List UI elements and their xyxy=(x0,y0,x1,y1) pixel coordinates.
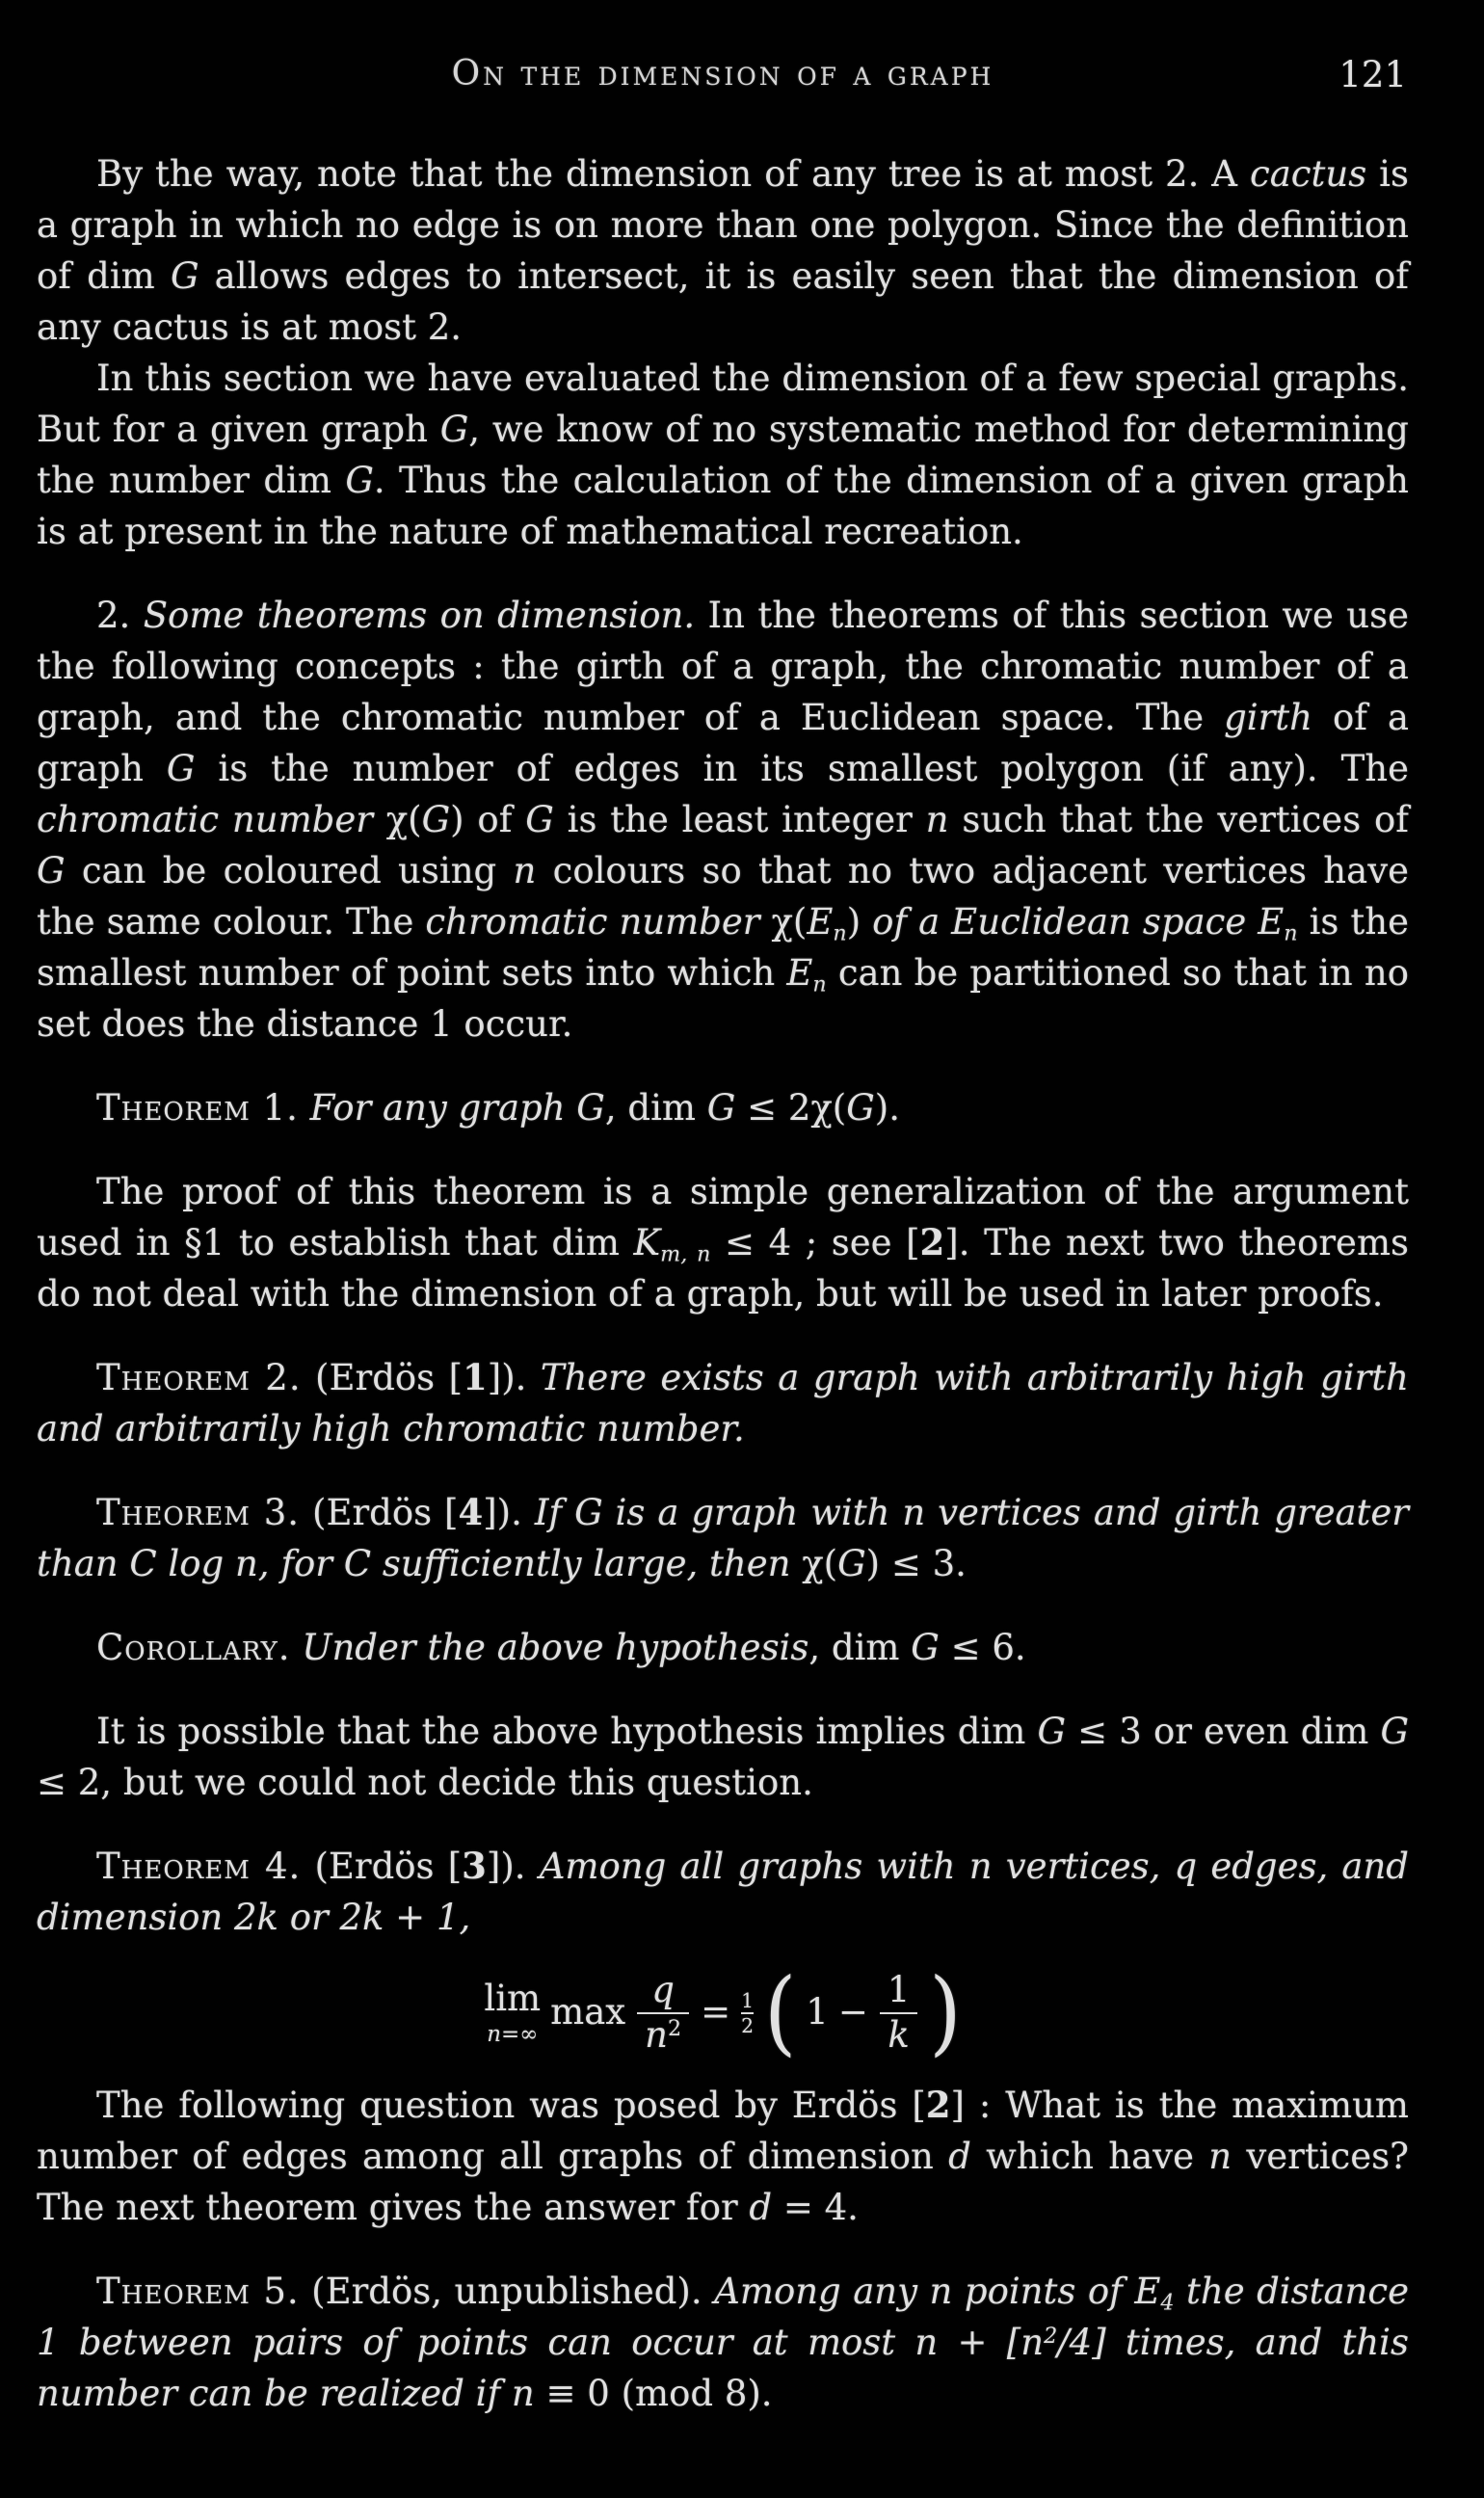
fraction-numerator: q xyxy=(651,1969,675,2010)
text-segment: 2. xyxy=(96,595,144,636)
text-segment: can be coloured using xyxy=(65,850,514,891)
text-segment: ]). xyxy=(486,1846,540,1887)
text-segment: n xyxy=(513,850,537,891)
text-segment: is the smallest number of point sets into which xyxy=(37,901,1409,994)
text-segment: ]. The next two theorems do not deal with the dimension of a graph, but will be used in later proofs. xyxy=(37,1222,1410,1315)
page-title: On the dimension of a graph xyxy=(451,54,994,93)
text-segment xyxy=(291,1627,303,1668)
text-segment: ≤ 6. xyxy=(939,1627,1026,1668)
text-segment: G xyxy=(345,460,374,501)
paragraph-erdos-question xyxy=(37,2080,1409,2233)
text-segment: Some theorems on dimension. xyxy=(143,595,696,636)
corollary xyxy=(37,1622,1409,1673)
text-segment: , we know of no systematic method for determining the number dim xyxy=(37,409,1409,501)
text-segment: n xyxy=(833,920,847,946)
text-segment: d xyxy=(749,2186,773,2228)
text-segment: The following question was posed by Erdös [ xyxy=(96,2084,926,2126)
paragraph-cactus xyxy=(37,148,1409,353)
text-segment: 2 xyxy=(925,2083,951,2126)
text-segment: = 4. xyxy=(772,2186,859,2228)
text-segment: Corollary. xyxy=(96,1627,291,1668)
text-segment: E xyxy=(786,952,813,994)
text-segment: allows edges to intersect, it is easily seen that the dimension of any cactus is at most 2. xyxy=(37,255,1409,348)
text-segment: , dim xyxy=(808,1627,912,1668)
text-segment: /4] times, and this number can be realized if n xyxy=(37,2321,1409,2414)
one-half-coefficient: $\frac{1}{2}$ xyxy=(741,1988,755,2037)
text-segment: For any graph G xyxy=(309,1087,605,1129)
text-segment: chromatic number xyxy=(425,901,760,943)
text-segment: ]). xyxy=(483,1492,535,1533)
text-segment: n xyxy=(925,799,949,840)
paragraph-possible xyxy=(37,1706,1409,1808)
text-segment: the distance 1 between pairs of points can occur at most n + [n xyxy=(37,2270,1409,2363)
text-segment: of a graph xyxy=(37,697,1410,789)
text-segment: ) xyxy=(846,901,873,943)
text-segment: In this section we have evaluated the dimension of a few special graphs. But for a given graph xyxy=(37,358,1409,450)
text-segment: can be partitioned so that in no set does the distance 1 occur. xyxy=(37,952,1409,1045)
text-segment: Theorem 1. xyxy=(96,1087,299,1129)
text-segment: G xyxy=(525,799,554,840)
paragraph-systematic-method xyxy=(37,353,1409,557)
text-segment: (Erdös [ xyxy=(301,1357,464,1398)
text-segment: G xyxy=(166,748,196,789)
text-segment: χ( xyxy=(802,1543,838,1584)
running-header xyxy=(37,54,1409,98)
text-segment: of a Euclidean space xyxy=(872,901,1259,943)
text-segment: ≤ 2, but we could not decide this question. xyxy=(37,1762,813,1803)
text-segment: G xyxy=(1037,1711,1067,1752)
text-segment: G xyxy=(421,799,451,840)
text-segment: χ( xyxy=(372,799,422,840)
text-segment: There exists a graph with arbitrarily high girth and arbitrarily high chromatic number. xyxy=(37,1357,1410,1449)
text-segment: ≡ 0 (mod 8). xyxy=(545,2372,773,2414)
text-segment: chromatic number xyxy=(37,799,373,840)
theorem-5 xyxy=(37,2266,1409,2419)
text-segment: ≤ 3 or even dim xyxy=(1066,1711,1381,1752)
inner-numerator: 1 xyxy=(887,1969,911,2010)
text-segment: G xyxy=(837,1543,866,1584)
text-segment: Theorem 5. xyxy=(96,2270,300,2312)
text-segment: is a graph in which no edge is on more than one polygon. Since the definition of dim xyxy=(37,153,1409,297)
text-segment: 2 xyxy=(919,1221,945,1263)
lim-subscript: n=∞ xyxy=(487,2021,539,2047)
text-segment: G xyxy=(37,850,66,891)
text-segment: G xyxy=(170,255,199,297)
max-operator: max xyxy=(550,1991,626,2033)
lim-label: lim xyxy=(484,1977,542,2019)
text-segment: ≤ 2χ( xyxy=(735,1087,847,1129)
limit-operator xyxy=(484,1977,542,2047)
theorem-4 xyxy=(37,1841,1409,1943)
text-segment: 1 xyxy=(463,1356,488,1398)
theorem-3 xyxy=(37,1487,1409,1589)
text-segment: G xyxy=(846,1087,875,1129)
paragraph-proof xyxy=(37,1166,1409,1319)
page-number: 121 xyxy=(1338,54,1407,95)
text-segment: G xyxy=(1380,1711,1409,1752)
text-segment: Among any n points of E xyxy=(714,2270,1161,2312)
text-segment: Theorem 3. xyxy=(96,1492,301,1533)
text-segment: cactus xyxy=(1250,153,1367,195)
text-segment: E xyxy=(807,901,834,943)
fraction-denominator: $n^2$ xyxy=(637,2012,689,2055)
text-segment: which have xyxy=(970,2135,1209,2177)
text-segment: ]). xyxy=(487,1357,541,1398)
theorem-1 xyxy=(37,1082,1409,1133)
text-segment: ] : What is the maximum number of edges among all graphs of dimension xyxy=(37,2084,1409,2177)
text-segment: (Erdös, unpublished). xyxy=(299,2270,715,2312)
text-segment: ) of xyxy=(450,799,526,840)
text-segment: is the least integer xyxy=(553,799,926,840)
text-segment: If G is a graph with n vertices and girth greater than C log n, for C sufficiently large, then xyxy=(37,1492,1409,1584)
text-segment: is the number of edges in its smallest polygon (if any). The xyxy=(195,748,1409,789)
text-segment: Theorem 4. xyxy=(96,1846,302,1887)
text-segment: ). xyxy=(874,1087,900,1129)
text-segment: (Erdös [ xyxy=(300,1492,459,1533)
text-segment: , dim xyxy=(604,1087,707,1129)
inner-denominator: k xyxy=(880,2012,916,2055)
text-segment: G xyxy=(439,409,469,450)
text-segment: colours so that no two adjacent vertices have the same colour. The xyxy=(37,850,1409,943)
fraction-one-over-k xyxy=(880,1969,918,2056)
text-segment: 4 xyxy=(458,1491,484,1533)
minus-sign: − xyxy=(837,1991,868,2033)
blocks-after xyxy=(37,2080,1409,2419)
page-body xyxy=(37,148,1409,2419)
text-segment: By the way, note that the dimension of any tree is at most 2. A xyxy=(96,153,1250,195)
text-segment: n xyxy=(812,971,827,997)
equation-row: lim n=∞ max $\frac{q}{n^2}$ = $\frac{1}{2}$ ( 1 − $\frac{1}{k}$ ) xyxy=(484,1958,962,2066)
text-segment: G xyxy=(911,1627,940,1668)
text-segment: Under the above hypothesis xyxy=(302,1627,809,1668)
text-segment: . Thus the calculation of the dimension of a given graph is at present in the nature of mathematical recreation. xyxy=(37,460,1410,552)
blocks-before xyxy=(37,148,1409,1943)
text-segment: Theorem 2. xyxy=(96,1357,302,1398)
text-segment: Among all graphs with n vertices, q edges, and dimension 2k or 2k + 1, xyxy=(37,1846,1409,1938)
one-term: 1 xyxy=(806,1991,829,2033)
text-segment: K xyxy=(633,1222,661,1263)
equals-sign: = xyxy=(701,1991,731,2033)
text-segment: n xyxy=(1208,2135,1232,2177)
section-2-paragraph xyxy=(37,590,1409,1050)
theorem-2 xyxy=(37,1352,1409,1454)
text-segment: n xyxy=(1284,920,1298,946)
text-segment: 3 xyxy=(462,1845,487,1887)
text-segment: 2 xyxy=(1044,2323,1058,2349)
text-segment: vertices? The next theorem gives the answer for xyxy=(37,2135,1409,2228)
text-segment: In the theorems of this section we use the following concepts : the girth of a graph, the chromatic number of a graph, and the chromatic number of a Euclidean space. The xyxy=(37,595,1409,738)
text-segment: The proof of this theorem is a simple generalization of the argument used in §1 to establish that dim xyxy=(37,1171,1409,1263)
text-segment xyxy=(299,1087,310,1129)
text-segment: 4 xyxy=(1160,2290,1175,2316)
text-segment: G xyxy=(706,1087,736,1129)
text-segment: d xyxy=(948,2135,971,2177)
text-segment: m, n xyxy=(660,1241,711,1267)
text-segment: ≤ 4 ; see [ xyxy=(710,1222,920,1263)
text-segment: such that the vertices of xyxy=(948,799,1409,840)
text-segment: χ( xyxy=(759,901,808,943)
fraction-q-over-n2 xyxy=(637,1969,689,2056)
text-segment: girth xyxy=(1224,697,1312,738)
text-segment: E xyxy=(1258,901,1285,943)
text-segment: (Erdös [ xyxy=(301,1846,463,1887)
text-segment: ) ≤ 3. xyxy=(865,1543,967,1584)
text-segment: It is possible that the above hypothesis implies dim xyxy=(96,1711,1038,1752)
equation-display xyxy=(37,1958,1409,2066)
